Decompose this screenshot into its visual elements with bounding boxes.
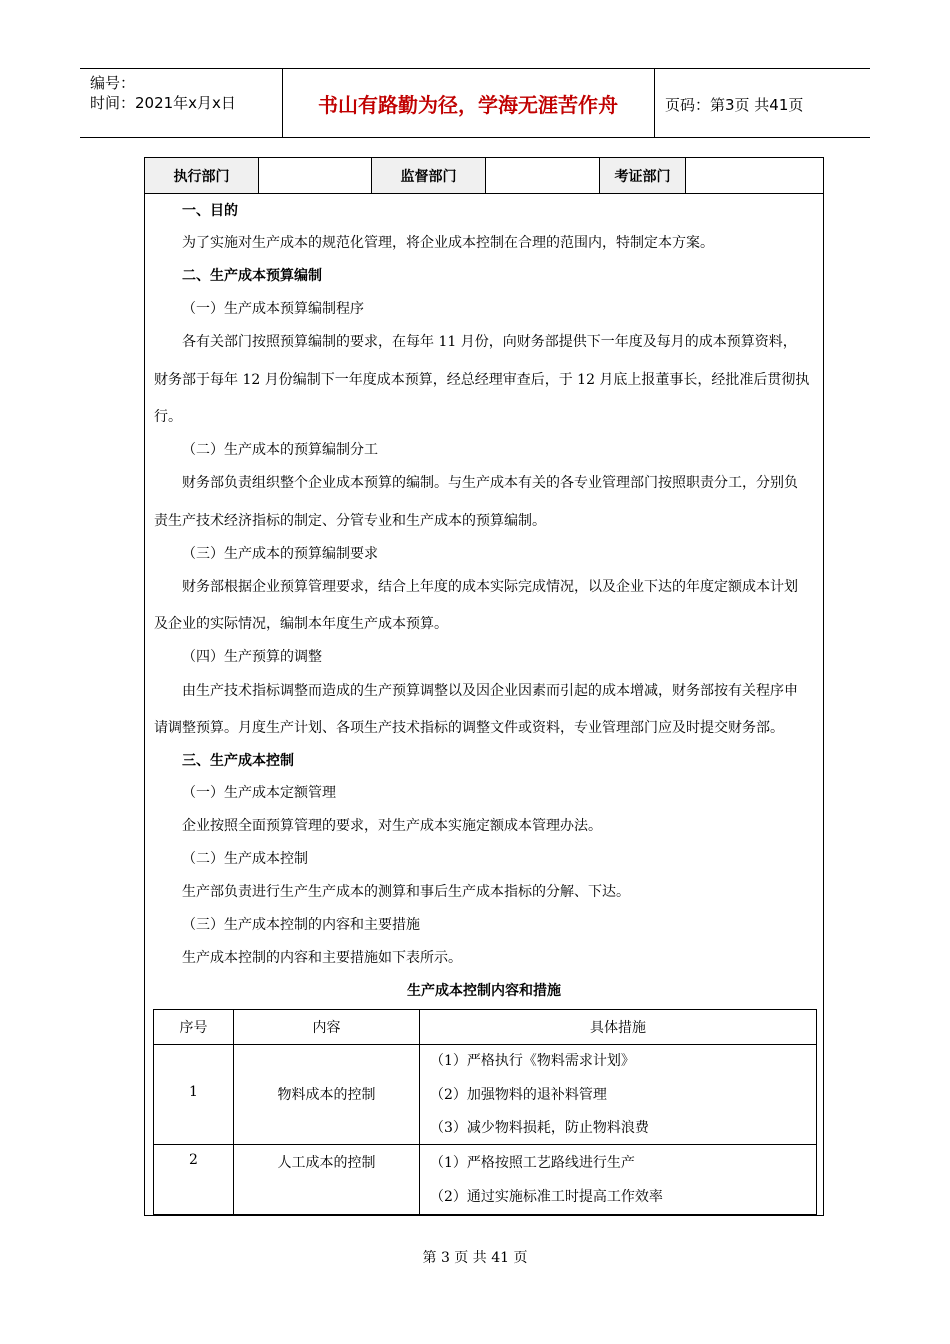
table-cell-measure: （3）减少物料损耗，防止物料浪费 — [430, 1120, 649, 1136]
paragraph-line: 生产成本控制的内容和主要措施如下表所示。 — [182, 950, 462, 966]
section-2-sub-4: （四）生产预算的调整 — [182, 649, 322, 665]
page-header — [80, 68, 870, 138]
table-cell-number: 1 — [189, 1084, 198, 1100]
table-divider — [154, 1044, 816, 1045]
table-cell-content: 物料成本的控制 — [277, 1087, 376, 1103]
header-meta — [80, 69, 283, 137]
table-cell-measure: （2）加强物料的退补料管理 — [430, 1087, 607, 1103]
section-2-sub-1: （一）生产成本预算编制程序 — [182, 301, 364, 317]
paragraph-line: 财务部负责组织整个企业成本预算的编制。与生产成本有关的各专业管理部门按照职责分工，分别负 — [182, 475, 798, 491]
paragraph-line: 责生产技术经济指标的制定、分管专业和生产成本的预算编制。 — [154, 513, 546, 529]
table-divider — [233, 1010, 234, 1214]
doc-number-label: 编号： — [90, 74, 136, 92]
table-cell-number: 2 — [189, 1152, 198, 1168]
table-cell-measure: （1）严格按照工艺路线进行生产 — [430, 1155, 635, 1171]
paragraph-line: 及企业的实际情况，编制本年度生产成本预算。 — [154, 616, 448, 632]
paragraph-line: 财务部根据企业预算管理要求，结合上年度的成本实际完成情况，以及企业下达的年度定额成本计划 — [182, 579, 798, 595]
supervise-dept-value — [486, 158, 600, 193]
table-cell-content: 人工成本的控制 — [277, 1155, 376, 1171]
table-cell-measure: （2）通过实施标准工时提高工作效率 — [430, 1189, 663, 1205]
motto-text: 书山有路勤为径，学海无涯苦作舟 — [318, 92, 618, 117]
page-info: 页码：第3页 共41页 — [665, 96, 804, 114]
exec-dept-label: 执行部门 — [145, 158, 259, 193]
document-frame — [144, 157, 824, 1216]
table-header-cell: 具体措施 — [590, 1020, 646, 1036]
table-cell-measure: （1）严格执行《物料需求计划》 — [430, 1053, 635, 1069]
exec-dept-value — [259, 158, 372, 193]
table-header-cell: 序号 — [179, 1020, 208, 1036]
paragraph-line: 财务部于每年 12 月份编制下一年度成本预算，经总经理审查后，于 12 月底上报董事长，经批准后贯彻执 — [154, 372, 810, 388]
section-1-paragraph: 为了实施对生产成本的规范化管理，将企业成本控制在合理的范围内，特制定本方案。 — [182, 235, 714, 251]
paragraph-line: 行。 — [154, 409, 182, 425]
section-2-sub-3: （三）生产成本的预算编制要求 — [182, 546, 378, 562]
supervise-dept-label: 监督部门 — [372, 158, 486, 193]
header-motto-cell — [283, 69, 653, 137]
measures-table — [153, 1009, 817, 1215]
table-header-cell: 内容 — [312, 1020, 341, 1036]
paragraph-line: 企业按照全面预算管理的要求，对生产成本实施定额成本管理办法。 — [182, 818, 602, 834]
section-2-title: 二、生产成本预算编制 — [182, 268, 322, 284]
paragraph-line: 由生产技术指标调整而造成的生产预算调整以及因企业因素而引起的成本增减，财务部按有关程序申 — [182, 683, 798, 699]
section-3-sub-2: （二）生产成本控制 — [182, 851, 308, 867]
paragraph-line: 生产部负责进行生产生产成本的测算和事后生产成本指标的分解、下达。 — [182, 884, 630, 900]
section-3-title: 三、生产成本控制 — [182, 753, 294, 769]
department-row — [145, 158, 823, 194]
section-2-sub-2: （二）生产成本的预算编制分工 — [182, 442, 378, 458]
verify-dept-label: 考证部门 — [600, 158, 686, 193]
table-divider — [419, 1010, 420, 1214]
paragraph-line: 请调整预算。月度生产计划、各项生产技术指标的调整文件或资料，专业管理部门应及时提交财务部。 — [154, 720, 784, 736]
verify-dept-value — [686, 158, 823, 193]
header-page-cell — [654, 69, 871, 137]
paragraph-line: 各有关部门按照预算编制的要求，在每年 11 月份，向财务部提供下一年度及每月的成本预算资料， — [182, 334, 797, 350]
page-footer: 第 3 页 共 41 页 — [422, 1250, 528, 1266]
section-1-title: 一、目的 — [182, 203, 238, 219]
section-3-sub-3: （三）生产成本控制的内容和主要措施 — [182, 917, 420, 933]
section-3-sub-1: （一）生产成本定额管理 — [182, 785, 336, 801]
table-title: 生产成本控制内容和措施 — [407, 983, 561, 999]
table-divider — [154, 1144, 816, 1145]
doc-time-label: 时间：2021年x月x日 — [90, 94, 236, 112]
